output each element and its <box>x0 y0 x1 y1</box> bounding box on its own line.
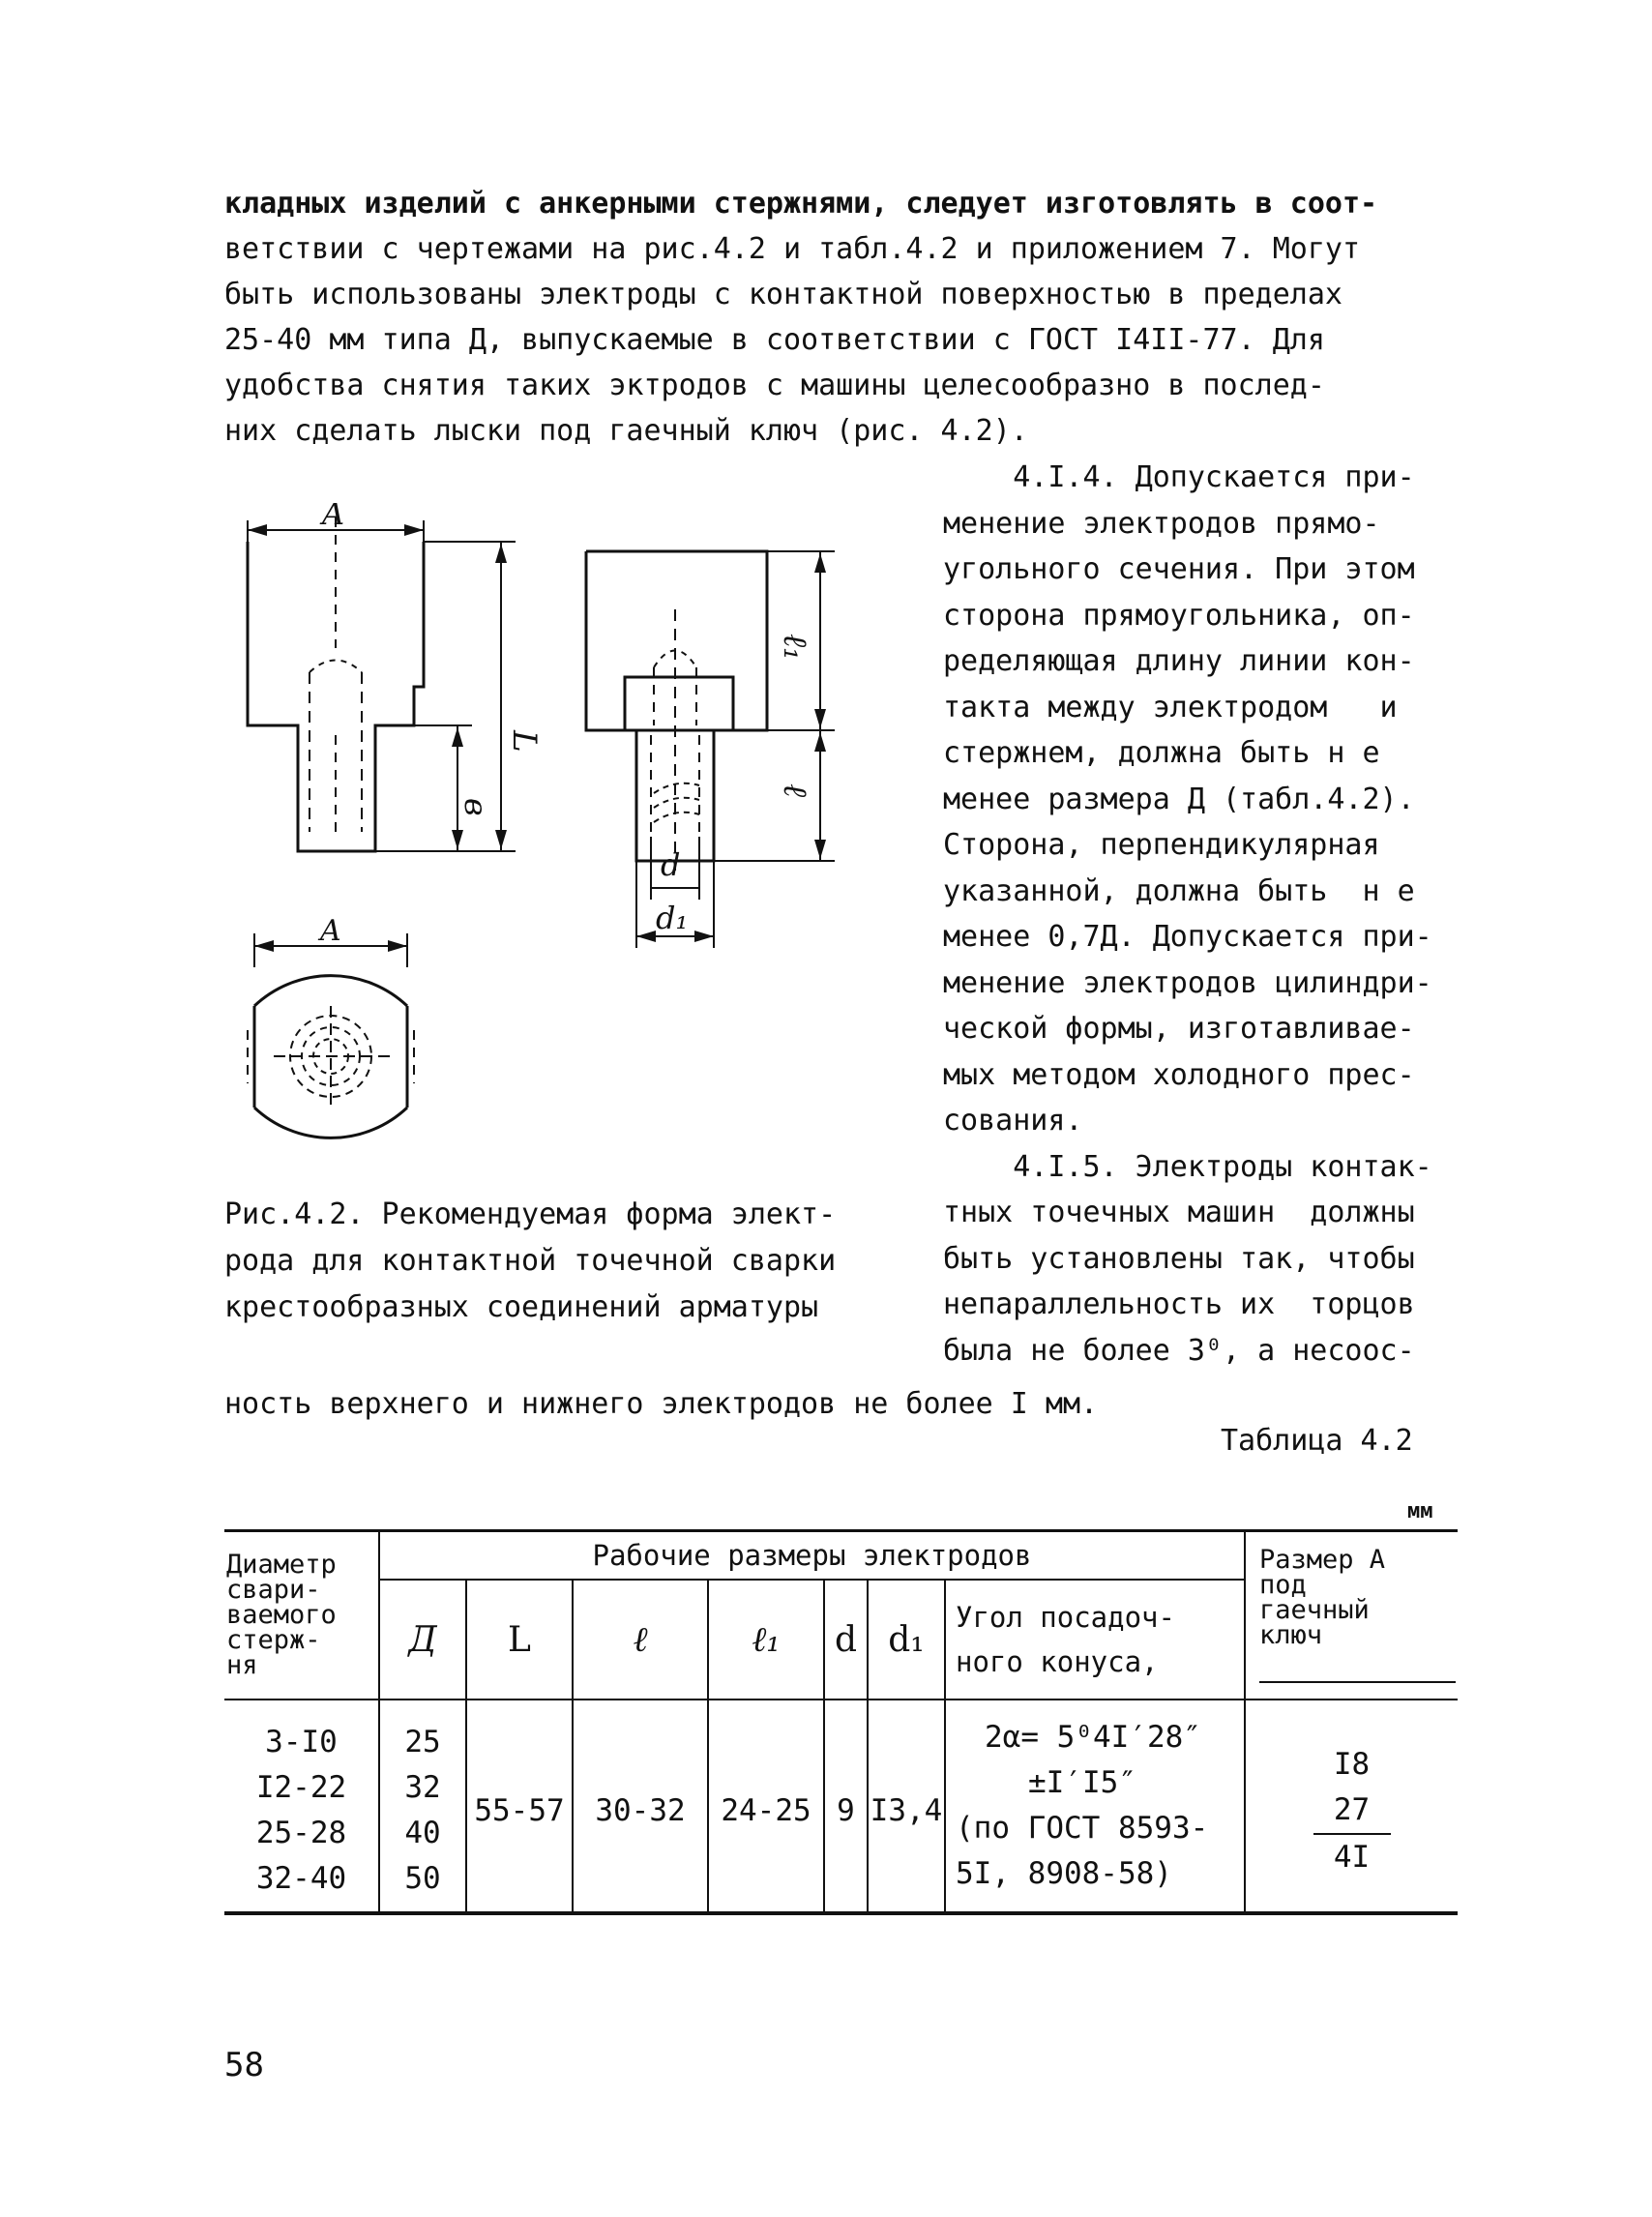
header-l-upper: L <box>466 1580 573 1700</box>
cell-d: 9 <box>824 1700 868 1913</box>
header-size-a-line: ключ <box>1259 1620 1323 1650</box>
header-angle-line: Угол посадоч- <box>956 1601 1175 1634</box>
cell-value: 2α= 5⁰4I′28″ <box>985 1720 1201 1755</box>
right-column-line: 4.I.5. Электроды контак- <box>943 1149 1432 1184</box>
right-column-line: угольного сечения. При этом <box>943 552 1415 586</box>
cell-value: 32 <box>404 1770 441 1805</box>
cell-l-upper: 55-57 <box>466 1700 573 1913</box>
cell-value: 25-28 <box>255 1816 347 1850</box>
caption-line: крестообразных соединений арматуры <box>224 1290 819 1324</box>
header-diameter-line: ваемого <box>226 1600 337 1630</box>
cell-d1: I3,4 <box>868 1700 945 1913</box>
table-units: мм <box>1407 1499 1433 1523</box>
right-column-line: непараллельность их торцов <box>943 1287 1415 1321</box>
electrode-dimensions-table <box>224 1529 1458 1915</box>
header-diameter-line: свари- <box>226 1575 321 1605</box>
cell-value: (по ГОСТ 8593- <box>956 1811 1209 1846</box>
right-column-line: ределяющая длину линии кон- <box>943 644 1415 678</box>
right-column-line: менение электродов цилиндри- <box>943 965 1432 1000</box>
cell-value: 50 <box>404 1861 441 1896</box>
right-column-line: 4.I.4. Допускается при- <box>943 460 1415 494</box>
cell-value: 25 <box>404 1725 441 1759</box>
dimension-a-bottom-label: A <box>320 914 341 948</box>
caption-line: рода для контактной точечной сварки <box>224 1244 837 1278</box>
dimension-d-label: d <box>661 846 681 883</box>
paragraph-line: 25-40 мм типа Д, выпускаемые в соответствии с ГОСТ I4II-77. Для <box>224 323 1325 357</box>
cell-value: 5I, 8908-58) <box>956 1856 1172 1891</box>
page-number: 58 <box>224 2046 264 2084</box>
electrode-drawing <box>221 503 907 1199</box>
cell-value: 40 <box>404 1816 441 1850</box>
cell-value: ±I′I5″ <box>1028 1765 1136 1800</box>
cell-value: 27 <box>1313 1788 1391 1835</box>
right-column-text <box>943 455 1494 1374</box>
header-d: d <box>824 1580 868 1700</box>
header-l1: ℓ₁ <box>708 1580 824 1700</box>
right-column-line: менение электродов прямо- <box>943 506 1380 541</box>
right-column-line: была не более 3⁰, а несоос- <box>943 1333 1415 1368</box>
right-column-line: сторона прямоугольника, оп- <box>943 598 1415 633</box>
header-diameter-line: стерж- <box>226 1625 321 1655</box>
right-column-line: ческой формы, изготавливае- <box>943 1012 1415 1046</box>
caption-line: Рис.4.2. Рекомендуемая форма элект- <box>224 1197 837 1231</box>
right-column-line: указанной, должна быть н е <box>943 873 1415 908</box>
table-header-row <box>224 1531 1458 1581</box>
cell-diameter <box>224 1700 379 1913</box>
right-column-line: мых методом холодного прес- <box>943 1057 1415 1092</box>
right-column-line: быть установлены так, чтобы <box>943 1241 1415 1276</box>
header-angle <box>945 1580 1245 1700</box>
dimension-a-label: A <box>322 503 345 532</box>
header-diameter-line: Диаметр <box>226 1550 337 1580</box>
paragraph-line: быть использованы электроды с контактной поверхностью в пределах <box>224 278 1342 311</box>
cell-angle <box>945 1700 1245 1913</box>
right-column-line: Сторона, перпендикулярная <box>943 828 1380 862</box>
right-electrode <box>586 551 835 948</box>
header-size-a <box>1245 1531 1458 1700</box>
continuation-line: ность верхнего и нижнего электродов не более I мм. <box>224 1387 1099 1421</box>
header-size-a-line: гаечный <box>1259 1595 1370 1625</box>
left-electrode <box>248 503 544 851</box>
header-diameter-line: ня <box>226 1650 258 1680</box>
right-column-line: тных точечных машин должны <box>943 1196 1415 1229</box>
paragraph-line: ветствии с чертежами на рис.4.2 и табл.4.2 и приложением 7. Могут <box>224 232 1360 266</box>
header-d1: d₁ <box>868 1580 945 1700</box>
header-l: ℓ <box>573 1580 708 1700</box>
electrode-top-view <box>233 914 415 1152</box>
table-title: Таблица 4.2 <box>1221 1424 1413 1458</box>
cell-l1: 24-25 <box>708 1700 824 1913</box>
top-paragraph <box>224 181 1472 454</box>
right-column-line: менее 0,7Д. Допускается при- <box>943 920 1432 954</box>
paragraph-line: удобства снятия таких эктродов с машины целесообразно в послед- <box>224 369 1325 402</box>
cell-l: 30-32 <box>573 1700 708 1913</box>
header-angle-line: ного конуса, <box>956 1645 1159 1678</box>
header-size-a-line: Размер А <box>1259 1545 1386 1575</box>
paragraph-line: них сделать лыски под гаечный ключ (рис. 4.2). <box>224 414 1028 448</box>
dimension-l-total-label: L <box>505 730 544 753</box>
cell-value: I8 <box>1333 1746 1371 1782</box>
header-size-a-line: под <box>1259 1570 1307 1600</box>
right-column-line: сования. <box>943 1104 1083 1138</box>
cell-value: 3-I0 <box>265 1725 338 1759</box>
header-working-sizes: Рабочие размеры электродов <box>379 1531 1245 1581</box>
figure-caption <box>224 1192 901 1331</box>
table-row <box>224 1700 1458 1913</box>
cell-value: I2-22 <box>255 1770 347 1805</box>
cell-value: 4I <box>1333 1839 1371 1875</box>
dimension-b-label: в <box>457 798 494 816</box>
paragraph-line: кладных изделий с анкерными стержнями, следует изготовлять в соот- <box>224 187 1378 221</box>
header-d-upper: Д <box>379 1580 466 1700</box>
right-column-line: менее размера Д (табл.4.2). <box>943 782 1415 816</box>
right-column-line: стержнем, должна быть н е <box>943 736 1380 770</box>
cell-d-upper <box>379 1700 466 1913</box>
header-diameter <box>224 1531 379 1700</box>
dimension-l1-label: ℓ₁ <box>776 634 814 661</box>
dimension-l-label: ℓ <box>776 783 814 798</box>
cell-value: 32-40 <box>255 1861 347 1896</box>
dimension-d1-label: d₁ <box>656 900 689 936</box>
right-column-line: такта между электродом и <box>943 690 1398 724</box>
cell-size-a <box>1245 1700 1458 1913</box>
